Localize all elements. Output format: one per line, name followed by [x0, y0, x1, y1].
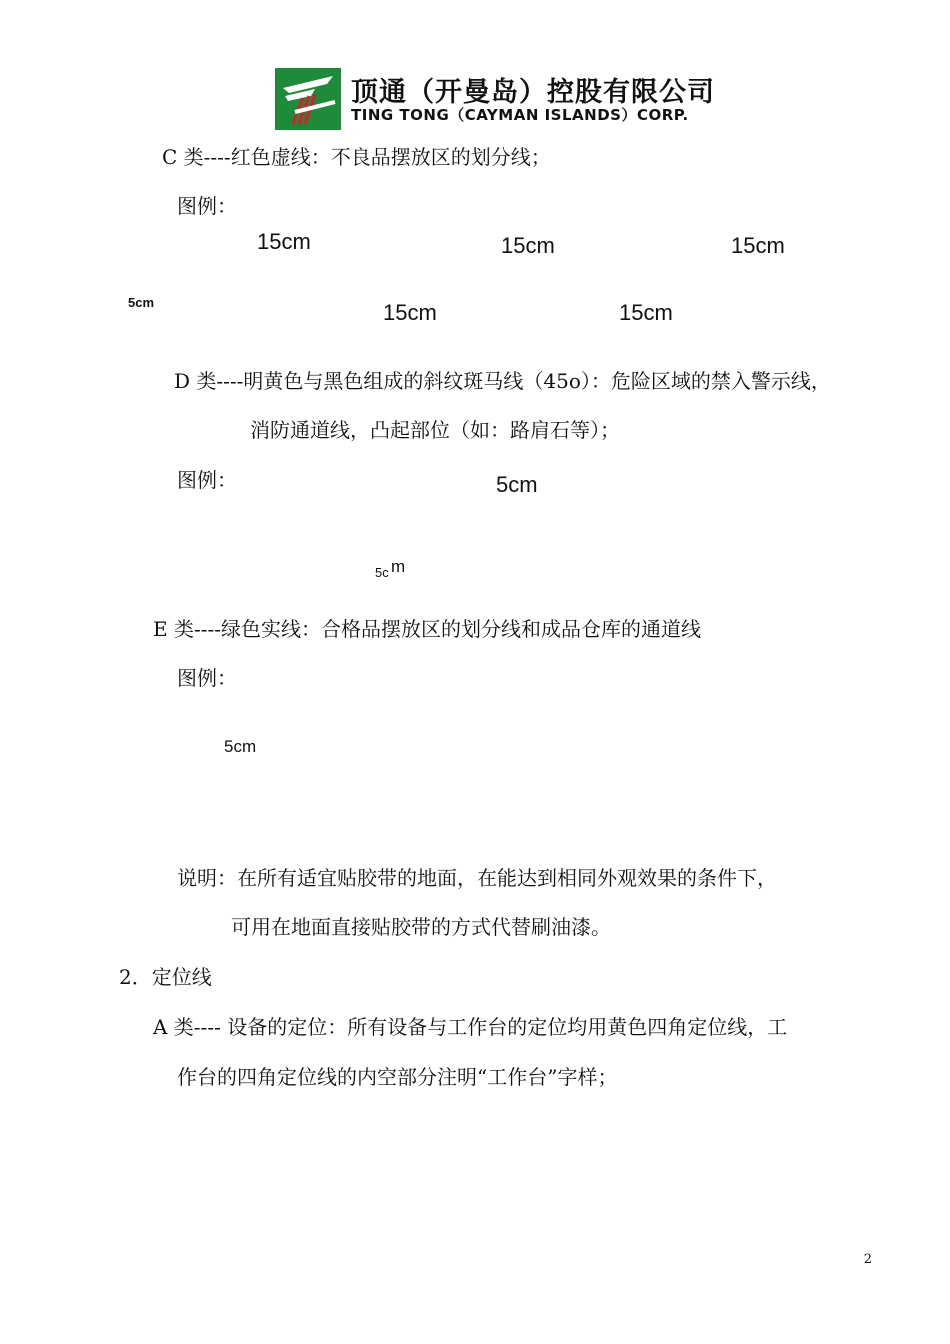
section-d-legend-label: 图例：: [177, 468, 237, 492]
logo-chinese-name: 顶通（开曼岛）控股有限公司: [351, 77, 715, 108]
section-c-dim-4: 5cm: [128, 295, 155, 310]
section-c-dim-6: 15cm: [619, 300, 673, 325]
section-d-dim-small-a: 5c: [375, 565, 389, 580]
positioning-heading: 2．定位线: [119, 965, 212, 989]
section-e-dim: 5cm: [224, 737, 257, 756]
section-d-dim-small-b: m: [391, 557, 406, 576]
company-logo: [275, 68, 715, 130]
positioning-a-line1: A 类---- 设备的定位：所有设备与工作台的定位均用黄色四角定位线，工: [153, 1015, 788, 1039]
section-d-title-line1: D 类----明黄色与黑色组成的斜纹斑马线（45o）：危险区域的禁入警示线，: [174, 369, 831, 393]
positioning-a-line2: 作台的四角定位线的内空部分注明“工作台”字样；: [177, 1065, 618, 1089]
section-c-dim-1: 15cm: [257, 229, 311, 254]
section-c-title: C 类----红色虚线：不良品摆放区的划分线；: [162, 145, 551, 169]
section-d-dim-width: 5cm: [496, 472, 538, 497]
section-c-dim-2: 15cm: [501, 233, 555, 258]
logo-mark-icon: [275, 68, 341, 130]
section-c-dim-5: 15cm: [383, 300, 437, 325]
logo-english-name: TING TONG（CAYMAN ISLANDS）CORP.: [351, 106, 689, 124]
section-c-dim-3: 15cm: [731, 233, 785, 258]
section-d-title-line2: 消防通道线，凸起部位（如：路肩石等）；: [250, 418, 620, 442]
note-line1: 说明：在所有适宜贴胶带的地面，在能达到相同外观效果的条件下，: [177, 866, 777, 890]
note-line2: 可用在地面直接贴胶带的方式代替刷油漆。: [231, 915, 611, 939]
page-number: 2: [863, 1252, 872, 1267]
section-e-legend-label: 图例：: [177, 666, 237, 690]
section-e-title: E 类----绿色实线：合格品摆放区的划分线和成品仓库的通道线: [153, 617, 701, 641]
section-c-legend-label: 图例：: [177, 194, 237, 218]
